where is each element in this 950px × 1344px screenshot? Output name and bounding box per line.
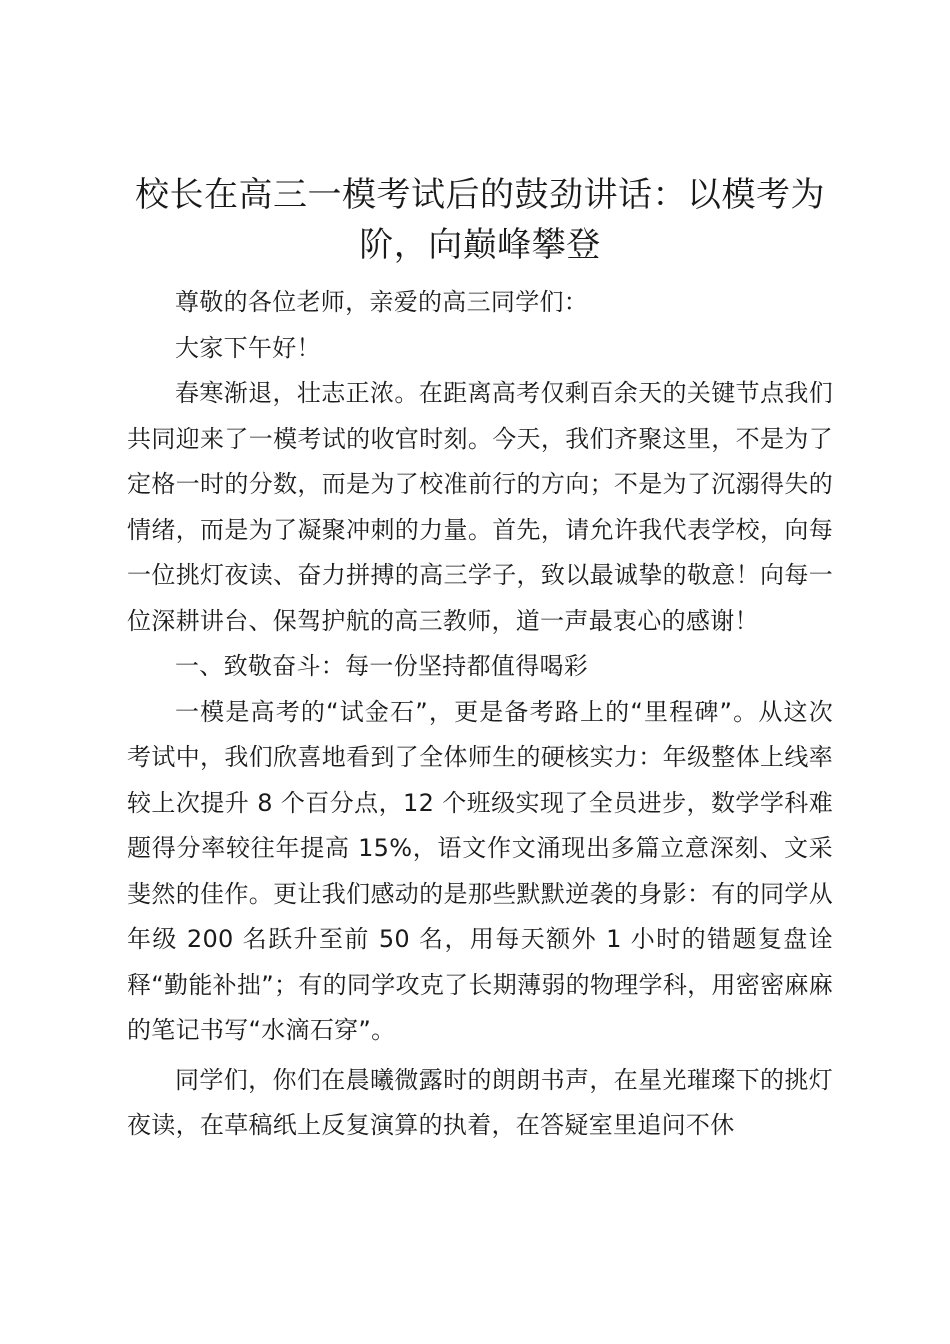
body-paragraph: 一模是高考的“试金石”，更是备考路上的“里程碑”。从这次考试中，我们欣喜地看到了全体师生的硬核实力：年级整体上线率较上次提升 8 个百分点，12 个班级实现了全员进步，数学学科难题得分率较往年提高 15%，语文作文涌现出多篇立意深刻、文采斐然的佳作。更让我们感动的是那些默默逆袭的身影：有的同学从年级 200 名跃升至前 50 名，用每天额外 1 小时的错题复盘诠释“勤能补拙”；有的同学攻克了长期薄弱的物理学科，用密密麻麻的笔记书写“水滴石穿”。	[127, 697, 833, 1044]
section-heading: 一、致敬奋斗：每一份坚持都值得喝彩	[175, 652, 589, 680]
salutation: 尊敬的各位老师，亲爱的高三同学们：	[175, 288, 589, 316]
body-paragraph: 同学们，你们在晨曦微露时的朗朗书声，在星光璀璨下的挑灯夜读，在草稿纸上反复演算的执着，在答疑室里追问不休	[127, 1065, 833, 1139]
document-title: 校长在高三一模考试后的鼓劲讲话：以模考为阶，向巅峰攀登	[135, 175, 825, 265]
body-paragraph: 春寒渐退，壮志正浓。在距离高考仅剩百余天的关键节点我们共同迎来了一模考试的收官时刻。今天，我们齐聚这里，不是为了定格一时的分数，而是为了校准前行的方向；不是为了沉溺得失的情绪，而是为了凝聚冲刺的力量。首先，请允许我代表学校，向每一位挑灯夜读、奋力拼搏的高三学子，致以最诚挚的敬意！向每一位深耕讲台、保驾护航的高三教师，道一声最衷心的感谢！	[127, 379, 833, 635]
document-page	[127, 170, 833, 1149]
greeting: 大家下午好！	[175, 333, 321, 362]
